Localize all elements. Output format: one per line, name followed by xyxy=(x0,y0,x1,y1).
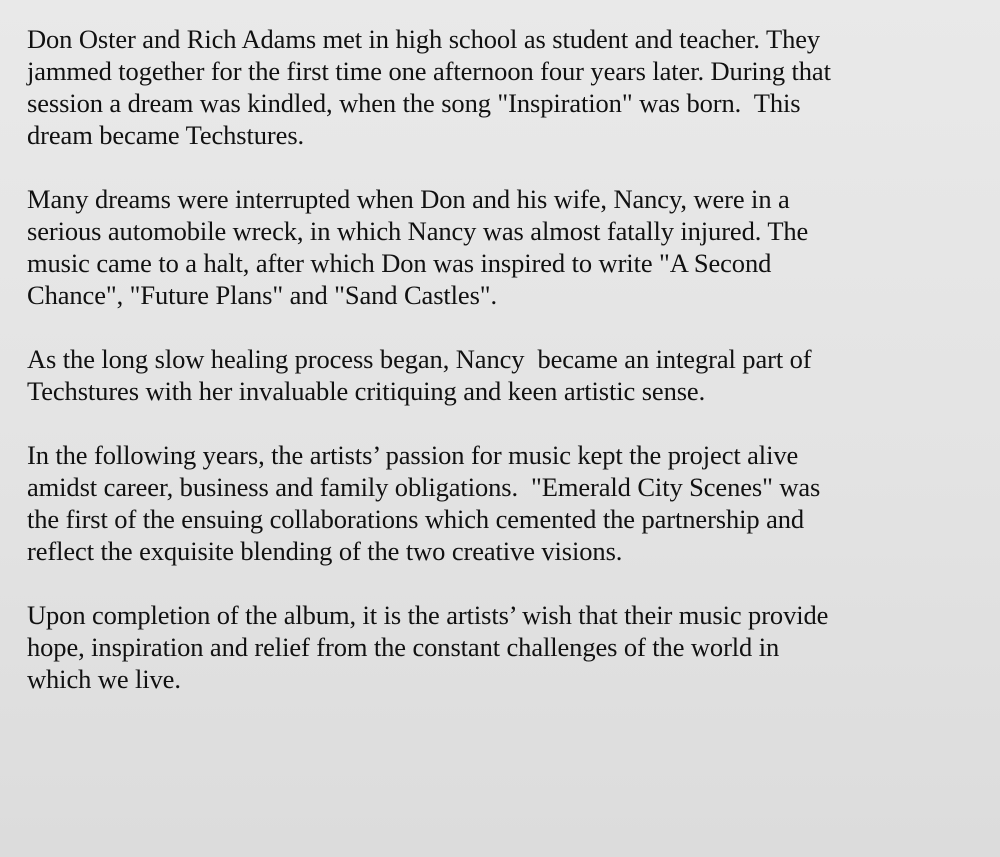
text-line: hope, inspiration and relief from the constant challenges of the world in xyxy=(27,632,780,662)
paragraph-3 xyxy=(27,343,980,407)
text-line: Upon completion of the album, it is the artists’ wish that their music provide xyxy=(27,600,829,630)
text-line: As the long slow healing process began, Nancy became an integral part of xyxy=(27,344,812,374)
text-line: In the following years, the artists’ passion for music kept the project alive xyxy=(27,440,799,470)
text-line: reflect the exquisite blending of the two creative visions. xyxy=(27,536,623,566)
text-line: session a dream was kindled, when the song "Inspiration" was born. This xyxy=(27,88,801,118)
text-line: which we live. xyxy=(27,664,181,694)
paragraph-4 xyxy=(27,439,980,567)
text-line: Techstures with her invaluable critiquing and keen artistic sense. xyxy=(27,376,706,406)
paragraph-5 xyxy=(27,599,980,695)
paragraph-1 xyxy=(27,23,980,151)
text-line: serious automobile wreck, in which Nancy was almost fatally injured. The xyxy=(27,216,809,246)
paragraph-2 xyxy=(27,183,980,311)
text-line: Don Oster and Rich Adams met in high school as student and teacher. They xyxy=(27,24,821,54)
text-line: music came to a halt, after which Don was inspired to write "A Second xyxy=(27,248,772,278)
text-line: Many dreams were interrupted when Don and his wife, Nancy, were in a xyxy=(27,184,790,214)
text-line: amidst career, business and family obligations. "Emerald City Scenes" was xyxy=(27,472,821,502)
text-line: dream became Techstures. xyxy=(27,120,305,150)
text-line: jammed together for the first time one afternoon four years later. During that xyxy=(27,56,831,86)
text-line: the first of the ensuing collaborations which cemented the partnership and xyxy=(27,504,805,534)
text-line: Chance", "Future Plans" and "Sand Castles". xyxy=(27,280,498,310)
